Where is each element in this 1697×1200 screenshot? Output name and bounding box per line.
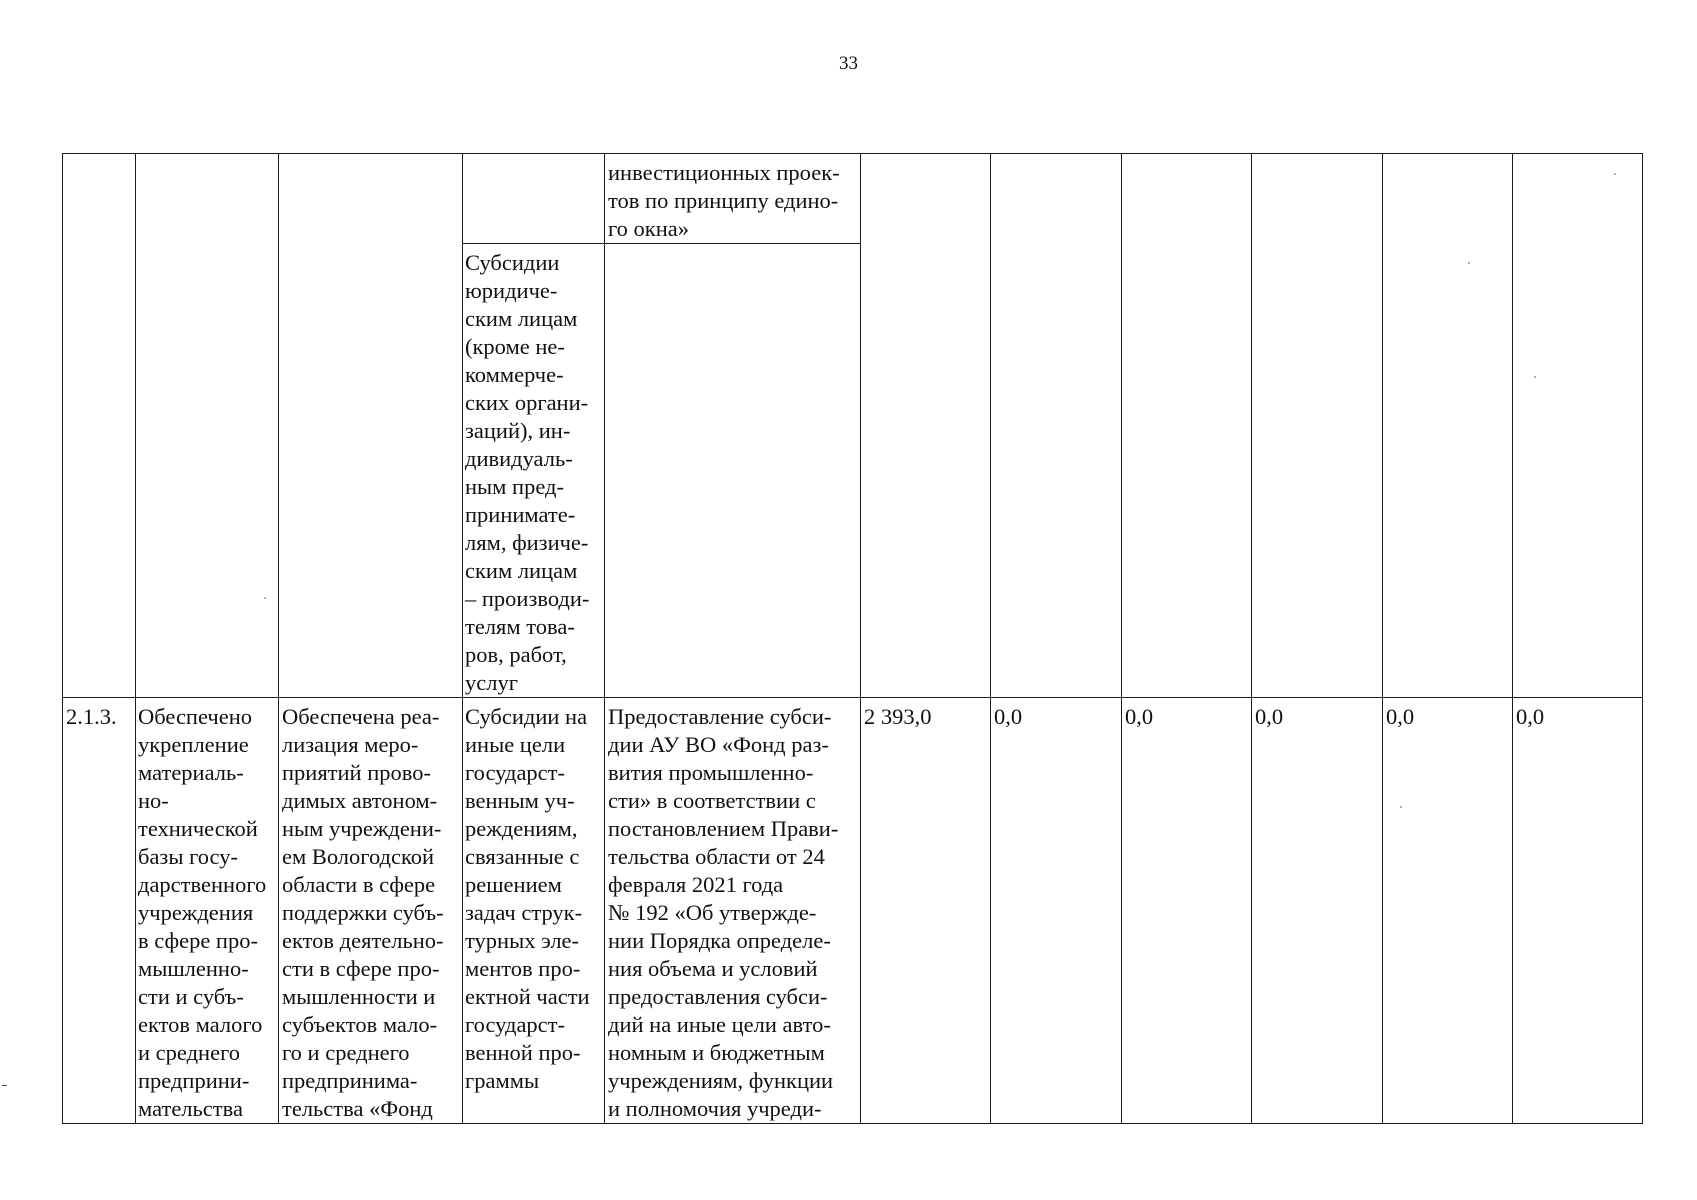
cell-value-3: 0,0	[1122, 698, 1252, 1124]
cell-code-empty	[63, 154, 136, 698]
scan-artifact	[2, 1085, 7, 1086]
scan-artifact	[264, 597, 266, 599]
cell-task: Обеспечено укрепление материаль- но- технической базы госу- дарственного учреждения в сфере про- мышленно- сти и субъ- ектов малого и среднего предприни- мательства	[136, 698, 279, 1124]
cell-subsidy-legal-entities: Субсидии юридиче- ским лицам (кроме не- коммерче- ских органи- заций), ин- дивидуаль- ным пред- принимате- лям, физиче- ским лицам – производи- телям това- ров, работ, услуг	[463, 244, 605, 698]
cell-task-empty	[136, 154, 279, 698]
cell-value-4: 0,0	[1252, 698, 1383, 1124]
cell-description: Предоставление субси- дии АУ ВО «Фонд раз- вития промышленно- сти» в соответствии с постановлением Прави- тельства области от 24 февраля 2021 года № 192 «Об утвержде- нии Порядка определе- ния объема и условий предоставления субси- дий на иные цели авто- номным и бюджетным учреждениям, функции и полномочия учреди-	[605, 698, 861, 1124]
cell-type: Субсидии на иные цели государст- венным уч- реждениям, связанные с решением задач струк- турных эле- ментов про- ектной части государст- венной про- граммы	[463, 698, 605, 1124]
budget-table	[62, 153, 1643, 1124]
page-number: 33	[839, 53, 858, 74]
scan-artifact	[1468, 262, 1470, 264]
cell-value-empty-2	[991, 154, 1122, 698]
cell-description-continued: инвестиционных проек- тов по принципу едино- го окна»	[605, 154, 861, 244]
scan-artifact	[1400, 806, 1402, 808]
scan-artifact	[1614, 173, 1616, 175]
cell-description-empty	[605, 244, 861, 698]
table-row-continued	[63, 154, 1643, 244]
cell-type-empty	[463, 154, 605, 244]
cell-value-2: 0,0	[991, 698, 1122, 1124]
cell-value-1: 2 393,0	[861, 698, 991, 1124]
scan-artifact	[1534, 376, 1536, 378]
cell-result-empty	[279, 154, 463, 698]
table-row-2-1-3	[63, 698, 1643, 1124]
cell-value-5: 0,0	[1383, 698, 1513, 1124]
cell-value-empty-6	[1513, 154, 1643, 698]
cell-value-6: 0,0	[1513, 698, 1643, 1124]
cell-code: 2.1.3.	[63, 698, 136, 1124]
cell-value-empty-3	[1122, 154, 1252, 698]
cell-value-empty-1	[861, 154, 991, 698]
cell-value-empty-4	[1252, 154, 1383, 698]
cell-value-empty-5	[1383, 154, 1513, 698]
cell-result: Обеспечена реа- лизация меро- приятий прово- димых автоном- ным учреждени- ем Вологодской области в сфере поддержки субъ- ектов деятельно- сти в сфере про- мышленности и субъектов мало- го и среднего предпринима- тельства «Фонд	[279, 698, 463, 1124]
